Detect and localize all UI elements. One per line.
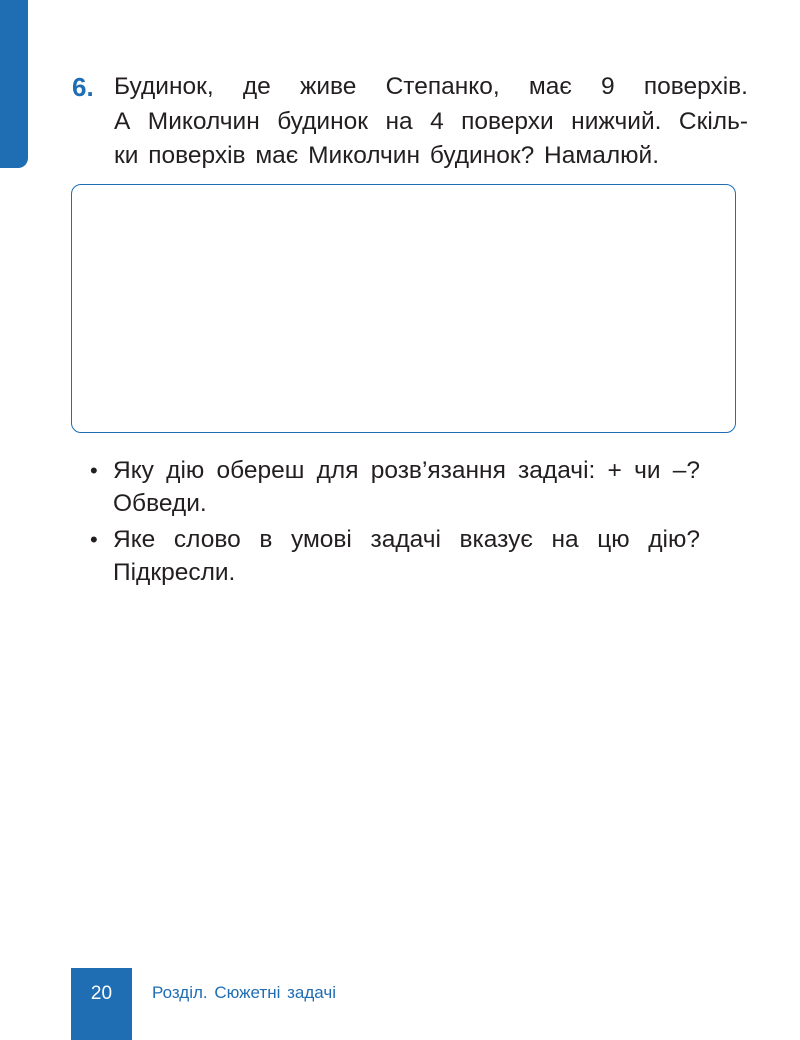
question-line: Обведи. (113, 490, 207, 517)
section-title: Розділ. Сюжетні задачі (152, 983, 336, 1002)
page-number: 20 (90, 983, 113, 1004)
page-number-block (71, 968, 132, 1040)
question-item (90, 454, 700, 520)
question-list (90, 454, 700, 592)
task-text-line: А Миколчин будинок на 4 поверхи нижчий. Скіль- (114, 107, 748, 135)
bullet-icon: • (90, 458, 98, 483)
question-line: Підкресли. (113, 559, 236, 586)
task-text (114, 70, 748, 174)
drawing-answer-box[interactable] (71, 184, 736, 433)
bullet-icon: • (90, 527, 98, 552)
question-line: Яку дію обереш для розв’язання задачі: + чи –? (113, 457, 700, 484)
question-item (90, 523, 700, 589)
task-text-line: ки поверхів має Миколчин будинок? Намалюй. (114, 142, 660, 169)
task-number: 6. (72, 72, 94, 102)
task-text-line: Будинок, де живе Степанко, має 9 поверхів. (114, 73, 748, 100)
question-line: Яке слово в умові задачі вказує на цю дію? (113, 526, 700, 553)
chapter-side-tab (0, 0, 28, 168)
